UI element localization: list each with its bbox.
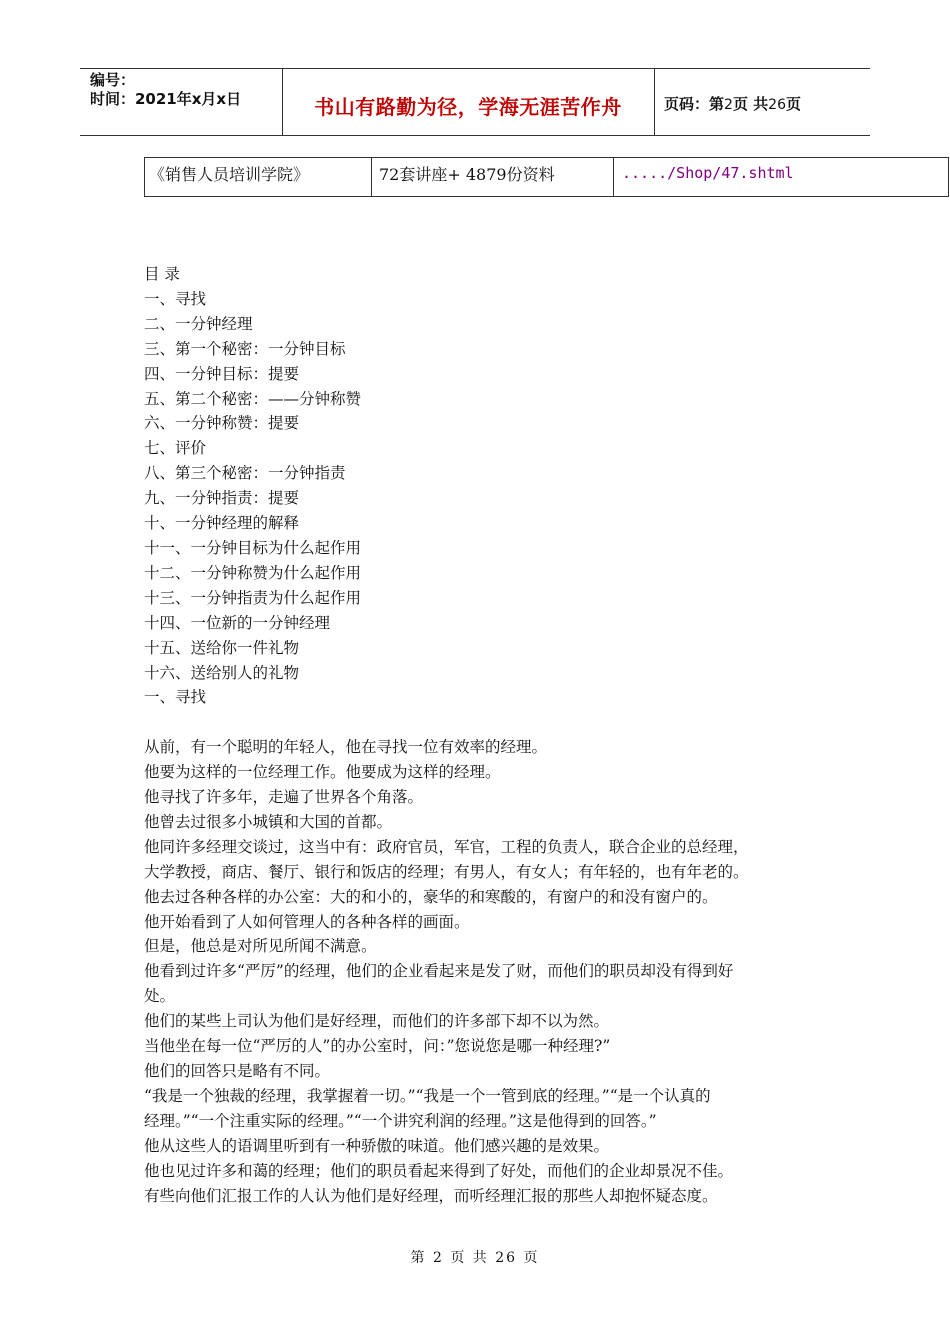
text-line: 他从这些人的语调里听到有一种骄傲的味道。他们感兴趣的是效果。 (144, 1136, 610, 1155)
text-line: 他同许多经理交谈过，这当中有：政府官员，军官，工程的负责人，联合企业的总经理， (144, 837, 749, 856)
info-cell-title: 《销售人员培训学院》 (149, 165, 310, 184)
toc-item: 五、第二个秘密：——分钟称赞 (144, 389, 362, 408)
toc-title: 目 录 (144, 265, 180, 283)
text-line: 他们的某些上司认为他们是好经理，而他们的许多部下却不以为然。 (144, 1012, 610, 1031)
footer-page-total: 26 (495, 1250, 518, 1266)
toc-item: 七、评价 (144, 439, 207, 458)
toc-item: 十六、送给别人的礼物 (144, 663, 300, 682)
section-heading: 一、寻找 (144, 688, 207, 707)
toc-item: 十一、一分钟目标为什么起作用 (144, 538, 362, 557)
text-line: 他看到过许多“严厉”的经理，他们的企业看起来是发了财，而他们的职员却没有得到好 (144, 962, 734, 981)
footer-page-current: 2 (432, 1250, 444, 1266)
toc-item: 十三、一分钟指责为什么起作用 (144, 588, 362, 607)
toc-item: 十四、一位新的一分钟经理 (144, 613, 331, 632)
text-line: 他寻找了许多年，走遍了世界各个角落。 (144, 788, 424, 807)
text-line: 他开始看到了人如何管理人的各种各样的画面。 (144, 912, 470, 931)
toc-item: 三、第一个秘密：一分钟目标 (144, 339, 346, 358)
info-cell-link[interactable]: ...../Shop/47.shtml (622, 164, 794, 182)
text-line: 但是，他总是对所见所闻不满意。 (144, 937, 377, 956)
header-page-indicator (664, 93, 801, 114)
footer-prefix: 第 (410, 1250, 427, 1266)
toc-list (144, 287, 824, 686)
header-meta (90, 71, 241, 109)
toc-item: 十五、送给你一件礼物 (144, 638, 300, 657)
text-line: 他去过各种各样的办公室：大的和小的，豪华的和寒酸的，有窗户的和没有窗户的。 (144, 887, 718, 906)
text-line: 大学教授，商店、餐厅、银行和饭店的经理；有男人，有女人；有年轻的，也有年老的。 (144, 862, 749, 881)
text-line: 经理。”“一个注重实际的经理。”“一个讲究利润的经理。”这是他得到的回答。” (144, 1111, 657, 1130)
text-line: 他要为这样的一位经理工作。他要成为这样的经理。 (144, 763, 501, 782)
info-table (144, 157, 949, 197)
toc-item: 四、一分钟目标：提要 (144, 364, 300, 383)
text-line: “我是一个独裁的经理，我掌握着一切。”“我是一个一管到底的经理。”“是一个认真的 (144, 1086, 711, 1105)
text-line: 处。 (144, 987, 176, 1006)
toc-item: 八、第三个秘密：一分钟指责 (144, 464, 346, 483)
toc-item: 十、一分钟经理的解释 (144, 514, 300, 533)
toc-item: 十二、一分钟称赞为什么起作用 (144, 563, 362, 582)
page-current: 2 (724, 97, 733, 113)
text-line: 他曾去过很多小城镇和大国的首都。 (144, 812, 393, 831)
footer-suffix: 页 (523, 1250, 540, 1266)
serial-number-label: 编号： (90, 71, 136, 89)
header-motto: 书山有路勤为径，学海无涯苦作舟 (314, 95, 622, 119)
text-line: 从前，有一个聪明的年轻人，他在寻找一位有效率的经理。 (144, 738, 548, 757)
paragraph-spacer (144, 710, 824, 735)
text-line: 当他坐在每一位“严厉的人”的办公室时，问：”您说您是哪一种经理?” (144, 1037, 611, 1056)
header-divider (654, 69, 655, 135)
toc-item: 六、一分钟称赞：提要 (144, 414, 300, 433)
text-line: 他们的回答只是略有不同。 (144, 1061, 331, 1080)
footer-middle: 页 共 (450, 1250, 489, 1266)
page-footer (0, 1247, 950, 1267)
document-body (144, 262, 824, 1208)
toc-item: 二、一分钟经理 (144, 314, 253, 333)
text-line: 他也见过许多和蔼的经理；他们的职员看起来得到了好处，而他们的企业却景况不佳。 (144, 1161, 734, 1180)
info-table-divider (371, 158, 372, 196)
text-line: 有些向他们汇报工作的人认为他们是好经理，而听经理汇报的那些人却抱怀疑态度。 (144, 1186, 718, 1205)
page-total: 26 (768, 97, 786, 113)
page-middle: 页 共 (732, 95, 769, 113)
info-table-divider (613, 158, 614, 196)
section-text (144, 735, 824, 1208)
page-header (80, 68, 870, 136)
info-cell-resources: 72套讲座+ 4879份资料 (379, 165, 555, 184)
toc-item: 九、一分钟指责：提要 (144, 489, 300, 508)
page-suffix: 页 (786, 95, 802, 113)
page-prefix: 页码：第 (664, 95, 725, 113)
time-label: 时间：2021年x月x日 (90, 90, 242, 108)
toc-item: 一、寻找 (144, 289, 207, 308)
